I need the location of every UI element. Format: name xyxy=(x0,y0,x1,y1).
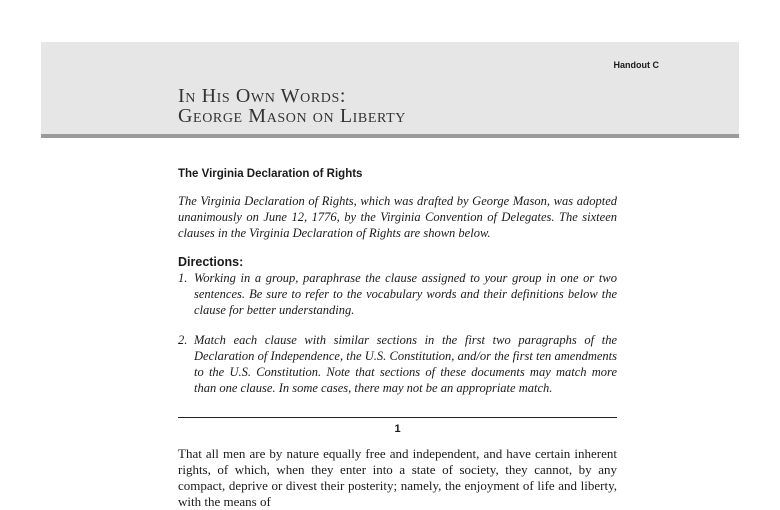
section-heading: The Virginia Declaration of Rights xyxy=(178,168,363,180)
main-content xyxy=(178,160,617,396)
direction-text: Working in a group, paraphrase the clause assigned to your group in one or two sentences. Be sure to refer to the vocabulary words and their definitions below the clause for better understanding. xyxy=(194,271,617,317)
intro-paragraph: The Virginia Declaration of Rights, which was drafted by George Mason, was adopted unanimously on June 12, 1776, by the Virginia Convention of Delegates. The sixteen clauses in the Virginia Declaration of Rights are shown below. xyxy=(178,194,617,240)
directions-list xyxy=(178,270,617,396)
header-rule xyxy=(41,134,739,138)
direction-item-2 xyxy=(178,332,617,396)
direction-item-1 xyxy=(178,270,617,318)
handout-label: Handout C xyxy=(613,60,659,70)
page-title xyxy=(178,86,698,126)
clause-divider xyxy=(178,417,617,418)
directions-heading: Directions: xyxy=(178,255,244,269)
title-line-2: George Mason on Liberty xyxy=(178,105,406,127)
direction-text: Match each clause with similar sections in the first two paragraphs of the Declaration of Independence, the U.S. Constitution, and/or the first ten amendments to the U.S. Constitution. Note that sections of these documents may match more than one clause. In some cases, there may not be an appropriate match. xyxy=(194,333,617,395)
direction-number: 1. xyxy=(178,271,188,285)
clause-number: 1 xyxy=(394,423,401,435)
title-line-1: In His Own Words: xyxy=(178,85,347,107)
clause-text: That all men are by nature equally free and independent, and have certain inherent rights, of which, when they enter into a state of society, they cannot, by any compact, deprive or divest their posterity; namely, the enjoyment of life and liberty, with the means of xyxy=(178,446,617,509)
direction-number: 2. xyxy=(178,333,188,347)
